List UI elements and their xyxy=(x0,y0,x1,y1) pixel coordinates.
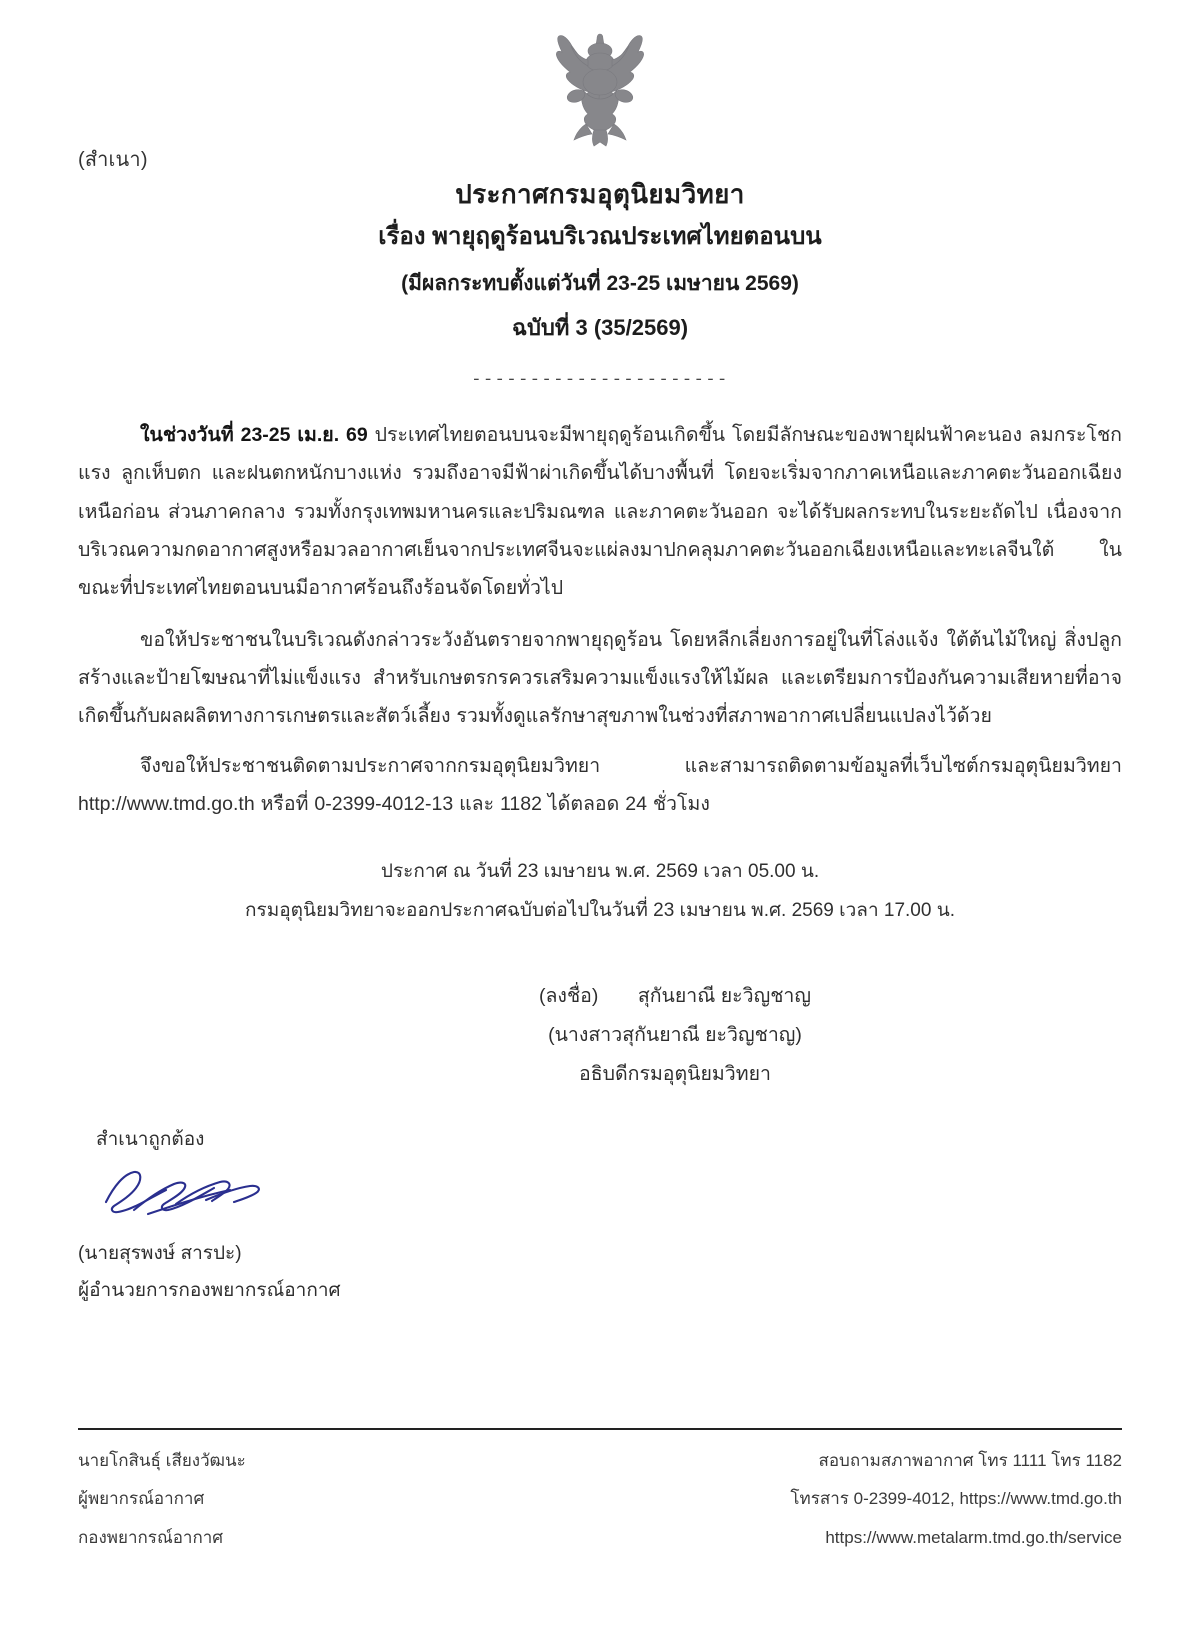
effective-dates: (มีผลกระทบตั้งแต่วันที่ 23-25 เมษายน 2569) xyxy=(401,271,799,295)
certification-label: สำเนาถูกต้อง xyxy=(96,1129,205,1150)
footer-service-url: https://www.metalarm.tmd.go.th/service xyxy=(825,1527,1122,1547)
footer-left-column xyxy=(78,1442,246,1557)
issued-block xyxy=(78,853,1122,931)
footer-fax-and-site: โทรสาร 0-2399-4012, https://www.tmd.go.th xyxy=(790,1489,1122,1509)
paragraph-contact: จึงขอให้ประชาชนติดตามประกาศจากกรมอุตุนิยมวิทยา และสามารถติดตามข้อมูลที่เว็บไซต์กรมอุตุนิยมวิทยา http://www.tmd.go.th หรือที่ 0-2399-4012-13 และ 1182 ได้ตลอด 24 ชั่วโมง xyxy=(78,754,1122,815)
garuda-emblem xyxy=(536,24,664,148)
title-block xyxy=(78,174,1122,345)
signer-name: สุกันยาณี ยะวิญชาญ xyxy=(637,984,811,1007)
footer-divider xyxy=(78,1428,1122,1430)
footer-right-column xyxy=(790,1442,1122,1557)
issue-number: ฉบับที่ 3 (35/2569) xyxy=(511,315,689,341)
signer-full-name: (นางสาวสุกันยาณี ยะวิญชาญ) xyxy=(548,1023,802,1046)
footer-officer-division: กองพยากรณ์อากาศ xyxy=(78,1527,224,1547)
signed-label: (ลงชื่อ) xyxy=(538,984,599,1007)
signature-block xyxy=(78,977,1122,1094)
next-issue-notice: กรมอุตุนิยมวิทยาจะออกประกาศฉบับต่อไปในวันที่ 23 เมษายน พ.ศ. 2569 เวลา 17.00 น. xyxy=(245,899,955,921)
certification-block xyxy=(78,1124,498,1309)
divider: ---------------------- xyxy=(471,371,729,391)
footer-officer-title: ผู้พยากรณ์อากาศ xyxy=(78,1489,205,1509)
emblem-container xyxy=(78,0,1122,132)
certifier-signature xyxy=(88,1156,288,1228)
page-title: ประกาศกรมอุตุนิยมวิทยา xyxy=(455,179,745,209)
copy-marker: (สำเนา) xyxy=(78,149,148,171)
signer-position: อธิบดีกรมอุตุนิยมวิทยา xyxy=(579,1062,771,1085)
body-content xyxy=(78,416,1122,822)
document-subject: เรื่อง พายุฤดูร้อนบริเวณประเทศไทยตอนบน xyxy=(378,223,822,251)
signed-row xyxy=(228,977,1122,1016)
certifier-name: (นายสุรพงษ์ สารปะ) xyxy=(78,1243,242,1264)
paragraph-warning: ขอให้ประชาชนในบริเวณดังกล่าวระวังอันตรายจากพายุฤดูร้อน โดยหลีกเลี่ยงการอยู่ในที่โล่งแจ้ง ใต้ต้นไม้ใหญ่ สิ่งปลูกสร้างและป้ายโฆษณาที่ไม่แข็งแรง สำหรับเกษตรกรควรเสริมความแข็งแรงให้ไม้ผล และเตรียมการป้องกันความเสียหายที่อาจเกิดขึ้นกับผลผลิตทางการเกษตรและสัตว์เลี้ยง รวมทั้งดูแลรักษาสุขภาพในช่วงที่สภาพอากาศเปลี่ยนแปลงไว้ด้วย xyxy=(78,628,1122,727)
forecast-lead: ในช่วงวันที่ 23-25 เม.ย. 69 xyxy=(140,424,368,447)
footer xyxy=(78,1442,1122,1557)
forecast-text: ประเทศไทยตอนบนจะมีพายุฤดูร้อนเกิดขึ้น โดยมีลักษณะของพายุฝนฟ้าคะนอง ลมกระโชกแรง ลูกเห็บตก และฝนตกหนักบางแห่ง รวมถึงอาจมีฟ้าผ่าเกิดขึ้นได้บางพื้นที่ โดยจะเริ่มจากภาคเหนือและภาคตะวันออกเฉียงเหนือก่อน ส่วนภาคกลาง รวมทั้งกรุงเทพมหานครและปริมณฑล และภาคตะวันออก จะได้รับผลกระทบในระยะถัดไป เนื่องจากบริเวณความกดอากาศสูงหรือมวลอากาศเย็นจากประเทศจีนจะแผ่ลงมาปกคลุมภาคตะวันออกเฉียงเหนือและทะเลจีนใต้ ในขณะที่ประเทศไทยตอนบนมีอากาศร้อนถึงร้อนจัดโดยทั่วไป xyxy=(78,424,1122,599)
footer-hotline: สอบถามสภาพอากาศ โทร 1111 โทร 1182 xyxy=(818,1451,1122,1470)
certifier-role: ผู้อำนวยการกองพยากรณ์อากาศ xyxy=(78,1280,341,1302)
announced-on: ประกาศ ณ วันที่ 23 เมษายน พ.ศ. 2569 เวลา 05.00 น. xyxy=(380,860,820,882)
paragraph-forecast xyxy=(78,416,1122,606)
footer-officer-name: นายโกสินธุ์ เสียงวัฒนะ xyxy=(78,1451,246,1470)
